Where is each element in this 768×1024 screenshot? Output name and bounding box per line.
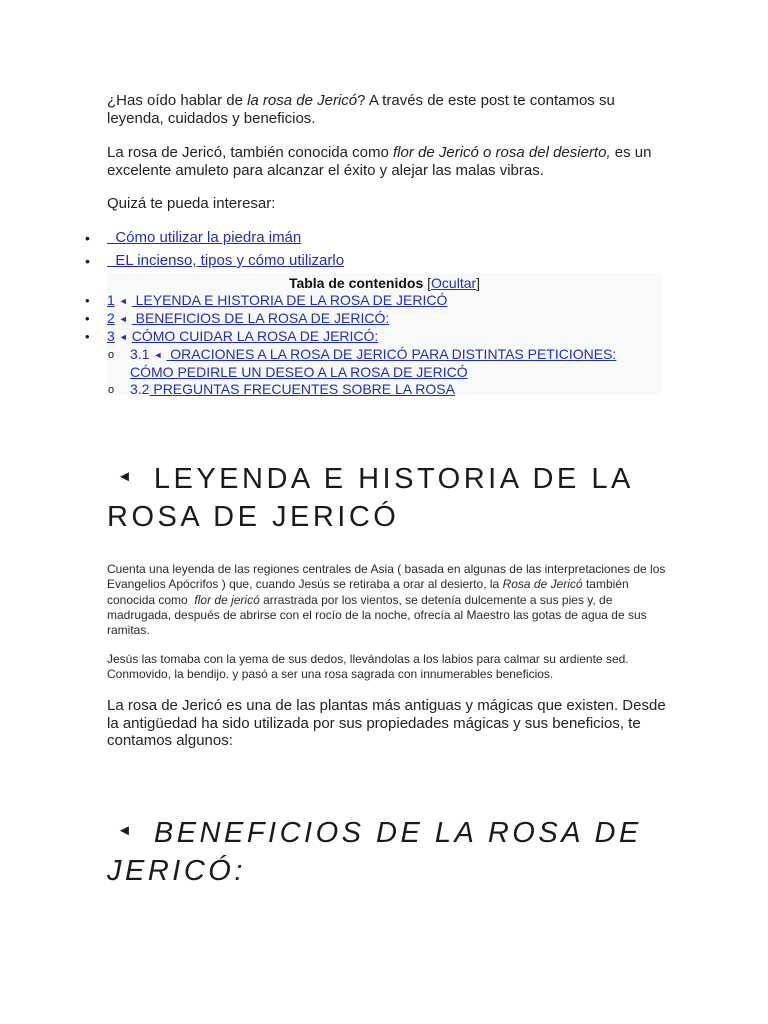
paragraph-emphasis: Rosa de Jericó (502, 577, 583, 592)
toc-title: Tabla de contenidos (288, 275, 424, 291)
toc-subitem (107, 346, 662, 381)
intro-text: ¿Has oído hablar de (107, 92, 248, 109)
arrow-left-icon: ◄ (117, 468, 132, 485)
toc-item (85, 292, 662, 310)
section-heading-text: BENEFICIOS DE LA ROSA DE JERICÓ: (107, 817, 642, 887)
intro-emphasis: flor de Jericó o rosa del desierto, (393, 144, 611, 161)
intro-paragraph-1 (107, 92, 657, 128)
bullet-icon: • (85, 253, 90, 269)
paragraph-emphasis: flor de jericó (194, 592, 260, 607)
toc-label: CÓMO CUIDAR LA ROSA DE JERICÓ: (131, 328, 379, 344)
toc-list (85, 292, 662, 398)
toc-number: 2 (107, 310, 115, 326)
related-link-item (85, 229, 667, 252)
paragraph-text: arrastrada por los vientos, se detenía dulcemente a sus pies y, de madrugada, después de abrirse con el rocío de la noche, ofrecía al Maestro las gotas de agua de sus ramitas. (107, 592, 647, 638)
toc-subitem (107, 381, 662, 398)
bullet-icon: • (85, 311, 90, 326)
intro-emphasis: la rosa de Jericó (247, 92, 358, 109)
toc-item (85, 328, 662, 346)
toc-item (85, 310, 662, 328)
section-heading-beneficios (107, 812, 667, 890)
intro-text: ? A través de este post te contamos su leyenda, cuidados y beneficios. (107, 92, 615, 127)
leyenda-paragraph-3: La rosa de Jericó es una de las plantas más antiguas y mágicas que existen. Desde la antigüedad ha sido utilizada por sus propiedades mágicas y sus beneficios, te contamos algunos: (107, 697, 666, 749)
toc-label: LEYENDA E HISTORIA DE LA ROSA DE JERICÓ (131, 292, 448, 308)
leyenda-paragraph-2: Jesús las tomaba con la yema de sus dedos, llevándolas a los labios para calmar su ardiente sed. Conmovido, la bendijo. y pasó a ser una rosa sagrada con innumerables beneficios. (107, 652, 629, 682)
bullet-icon: • (85, 293, 90, 308)
toc-label: BENEFICIOS DE LA ROSA DE JERICÓ: (131, 310, 390, 326)
arrow-left-icon: ◄ (153, 350, 163, 360)
paragraph-text: también conocida como (107, 577, 632, 607)
toc-number: 3.1 (130, 346, 150, 362)
toc-link-oraciones[interactable] (130, 346, 616, 380)
bullet-icon: • (85, 329, 90, 344)
toc-number: 3.2 (130, 381, 150, 397)
paragraph-text: Cuenta una leyenda de las regiones centrales de Asia ( basada en algunas de las interpretaciones de los Evangelios Apócrifos ) que, cuando Jesús se retiraba a orar al desierto, la (107, 562, 666, 592)
toc-number: 1 (107, 292, 115, 308)
toc-toggle-link[interactable]: Ocultar (431, 275, 477, 291)
toc-link-cuidar[interactable] (107, 328, 378, 344)
bullet-icon: • (85, 230, 90, 246)
table-of-contents (85, 273, 662, 397)
toc-label: ORACIONES A LA ROSA DE JERICÓ PARA DISTINTAS PETICIONES: CÓMO PEDIRLE UN DESEO A LA ROSA DE JERICÓ (130, 346, 617, 380)
toc-link-beneficios[interactable] (107, 310, 389, 326)
arrow-left-icon: ◄ (118, 332, 128, 342)
toc-link-preguntas[interactable]: PREGUNTAS FRECUENTES SOBRE LA ROSA (149, 381, 455, 397)
section-heading-text: LEYENDA E HISTORIA DE LA ROSA DE JERICÓ (107, 463, 633, 533)
circle-bullet-icon: o (108, 349, 115, 361)
related-links-list (85, 229, 667, 275)
circle-bullet-icon: o (108, 384, 115, 396)
arrow-left-icon: ◄ (117, 822, 132, 839)
section-heading-leyenda (107, 458, 667, 536)
related-link-item (85, 252, 667, 275)
toc-link-leyenda[interactable] (107, 292, 447, 308)
toc-bracket: [ (427, 275, 432, 291)
intro-paragraph-2 (107, 144, 657, 180)
intro-text: La rosa de Jericó, también conocida como (107, 144, 393, 161)
arrow-left-icon: ◄ (118, 296, 128, 306)
related-link-piedra-iman[interactable]: Cómo utilizar la piedra imán (107, 229, 302, 246)
intro-paragraph-3: Quizá te pueda interesar: (107, 195, 276, 212)
toc-number: 3 (107, 328, 115, 344)
arrow-left-icon: ◄ (118, 314, 128, 324)
leyenda-paragraph-1 (107, 562, 667, 638)
toc-bracket: ] (476, 275, 481, 291)
related-link-incienso[interactable]: EL incienso, tipos y cómo utilizarlo (107, 252, 345, 269)
intro-text: es un excelente amuleto para alcanzar el éxito y alejar las malas vibras. (107, 144, 652, 179)
toc-header (107, 273, 662, 292)
